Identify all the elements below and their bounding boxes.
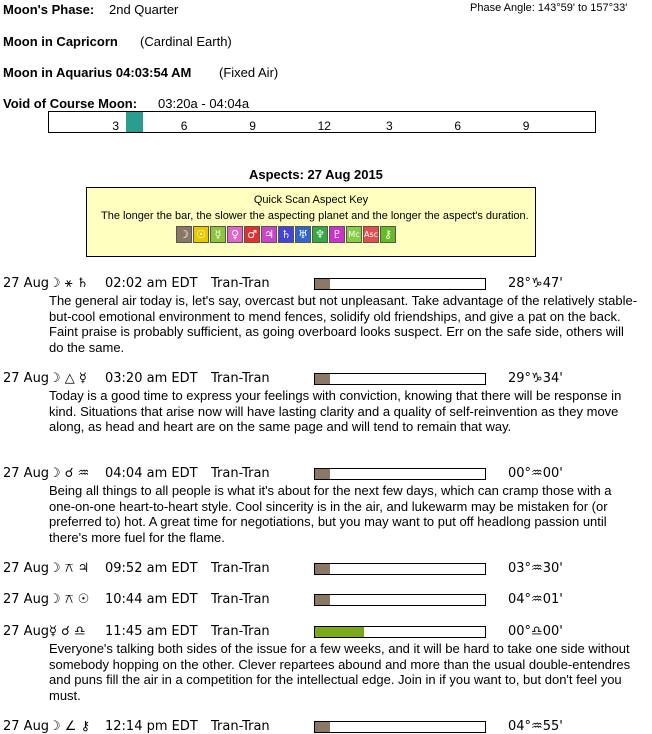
aspect-duration-fill <box>315 722 330 732</box>
aspect-time: 03:20 am EDT <box>105 371 198 386</box>
aspect-symbols: ☽ ∠ ⚷ <box>49 719 91 734</box>
aspect-date: 27 Aug <box>3 371 50 386</box>
aspect-description: Everyone's talking both sides of the issue for a few weeks, and it will be hard to take one side without somebody hopping on the other. Clever repartees abound and more than the usual double-entendres and puns fill the air in a competition for the intellectual edge. Join in if you want to, but don't feel you must. <box>49 641 631 703</box>
voc-timeline-fill <box>126 112 143 132</box>
phase-label: Moon's Phase: <box>3 2 95 17</box>
aspect-symbols: ☽ ☌ ♒ <box>49 466 90 481</box>
aspect-key-glyph: ☽ <box>176 226 192 243</box>
aspect-symbols: ☽ ⚻ ♃ <box>49 561 90 576</box>
aspect-kind: Tran-Tran <box>211 561 270 576</box>
aspect-duration-bar <box>314 373 486 385</box>
aspect-description: Being all things to all people is what it's about for the next few days, which can cramp those with a one-on-one heart-to-heart style. Cool sincerity is in the air, and lukewarm may be mistaken for (or preferred to) hot. A great time for negotiations, but you may want to put off headlong passion until there's more fuel for the flame. <box>49 483 612 545</box>
aspect-degree: 00°♒00' <box>508 466 563 481</box>
aspect-degree: 03°♒30' <box>508 561 563 576</box>
aspect-duration-fill <box>315 279 330 289</box>
aspect-degree: 00°♎00' <box>508 624 563 639</box>
aspect-key-glyph: ⚷ <box>380 226 396 243</box>
aspect-date: 27 Aug <box>3 592 50 607</box>
aspect-time: 02:02 am EDT <box>105 276 198 291</box>
moon-in-capricorn-type: (Cardinal Earth) <box>140 34 232 49</box>
aspect-key-glyphs <box>176 226 397 243</box>
voc-tick-label: 3 <box>112 119 120 133</box>
aspect-key-glyph: ♂ <box>244 226 260 243</box>
aspect-kind: Tran-Tran <box>211 592 270 607</box>
aspect-kind: Tran-Tran <box>211 719 270 734</box>
aspect-duration-bar <box>314 721 486 733</box>
aspect-degree: 04°♒01' <box>508 592 563 607</box>
aspect-key-glyph: ♇ <box>329 226 345 243</box>
aspect-key-glyph: ☿ <box>210 226 226 243</box>
aspect-degree: 04°♒55' <box>508 719 563 734</box>
voc-tick-label: 6 <box>454 119 462 133</box>
aspect-duration-fill <box>315 627 364 637</box>
aspect-kind: Tran-Tran <box>211 276 270 291</box>
aspect-duration-fill <box>315 469 330 479</box>
aspect-time: 10:44 am EDT <box>105 592 198 607</box>
aspect-key-glyph: ♅ <box>295 226 311 243</box>
aspect-description: Today is a good time to express your feelings with conviction, knowing that there will be response in kind. Situations that arise now will have lasting clarity and a quality of self-reinvention as they move along, as head and heart are on the same page and will tend to remain that way. <box>49 388 622 434</box>
moon-in-capricorn: Moon in Capricorn <box>3 34 118 49</box>
aspect-symbols: ☿ ☌ ♎ <box>49 624 86 639</box>
moon-in-aquarius-type: (Fixed Air) <box>219 65 279 80</box>
aspect-description: The general air today is, let's say, overcast but not unpleasant. Take advantage of the relatively stable-but-cool emotional environment to mend fences, solidify old friendships, and give a pat on the back. Faint praise is probably sufficient, as going overboard looks suspect. Err on the safe side, others will do the same. <box>49 293 638 355</box>
aspect-symbols: ☽ △ ☿ <box>49 371 87 386</box>
aspect-time: 12:14 pm EDT <box>105 719 198 734</box>
aspect-duration-fill <box>315 595 330 605</box>
moon-in-aquarius: Moon in Aquarius 04:03:54 AM <box>3 65 192 80</box>
voc-value: 03:20a - 04:04a <box>158 96 250 111</box>
aspect-key-glyph: ♃ <box>261 226 277 243</box>
aspect-date: 27 Aug <box>3 466 50 481</box>
aspect-key-glyph: ☉ <box>193 226 209 243</box>
aspect-kind: Tran-Tran <box>211 371 270 386</box>
aspect-duration-fill <box>315 564 330 574</box>
aspect-duration-bar <box>314 468 486 480</box>
aspect-time: 04:04 am EDT <box>105 466 198 481</box>
aspect-key-glyph: ♄ <box>278 226 294 243</box>
aspect-kind: Tran-Tran <box>211 466 270 481</box>
aspect-key-glyph: ♆ <box>312 226 328 243</box>
voc-tick-label: 9 <box>249 119 256 133</box>
aspect-duration-bar <box>314 278 486 290</box>
aspect-date: 27 Aug <box>3 561 50 576</box>
aspect-key-title: Quick Scan Aspect Key <box>253 194 369 206</box>
aspect-duration-bar <box>314 626 486 638</box>
voc-label: Void of Course Moon: <box>3 96 138 111</box>
aspect-time: 09:52 am EDT <box>105 561 198 576</box>
voc-tick-label: 6 <box>180 119 188 133</box>
phase-angle: Phase Angle: 143°59' to 157°33' <box>470 2 628 14</box>
aspect-symbols: ☽ ⚻ ☉ <box>49 592 90 607</box>
aspect-date: 27 Aug <box>3 624 50 639</box>
aspect-key-glyph: Asc <box>363 226 379 243</box>
aspect-duration-bar <box>314 594 486 606</box>
voc-tick-label: 3 <box>386 119 393 133</box>
aspect-degree: 29°♑34' <box>508 371 563 386</box>
aspect-date: 27 Aug <box>3 719 50 734</box>
aspects-title: Aspects: 27 Aug 2015 <box>249 167 383 182</box>
voc-tick-label: 9 <box>522 119 530 133</box>
aspect-date: 27 Aug <box>3 276 50 291</box>
aspect-key-subtitle: The longer the bar, the slower the aspecting planet and the longer the aspect's duration. <box>101 210 529 222</box>
aspect-key <box>86 187 536 257</box>
aspect-time: 11:45 am EDT <box>105 624 198 639</box>
aspect-symbols: ☽ ⚹ ♄ <box>49 276 89 291</box>
phase-value: 2nd Quarter <box>109 2 179 17</box>
aspect-key-glyph: ♀ <box>227 226 243 243</box>
aspect-degree: 28°♑47' <box>508 276 563 291</box>
aspect-kind: Tran-Tran <box>211 624 270 639</box>
voc-tick-label: 12 <box>317 119 331 133</box>
aspect-key-glyph: Mc <box>346 226 362 243</box>
aspect-duration-fill <box>315 374 330 384</box>
aspect-duration-bar <box>314 563 486 575</box>
